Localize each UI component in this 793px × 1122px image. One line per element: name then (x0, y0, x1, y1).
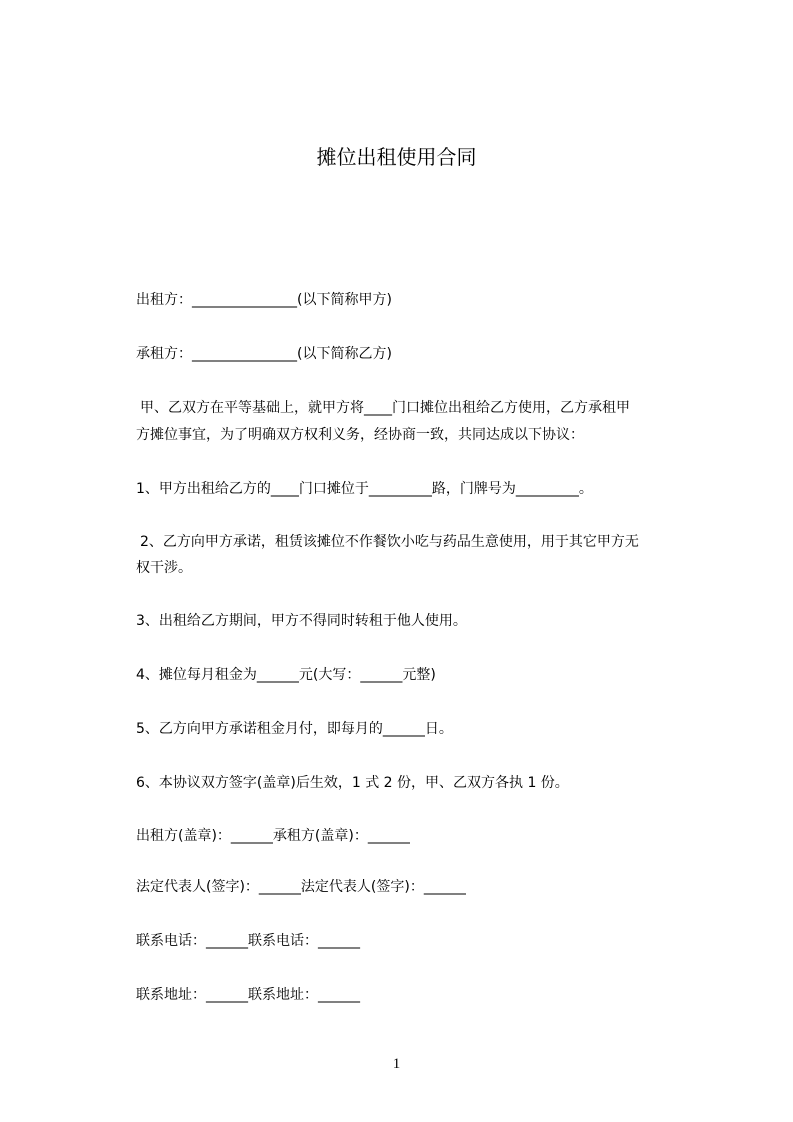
clause-4: 4、摊位每月租金为______元(大写：______元整) (136, 667, 436, 683)
page-number: 1 (392, 1056, 401, 1072)
document-title: 摊位出租使用合同 (316, 145, 477, 169)
phone-line: 联系电话：______联系电话：______ (136, 933, 360, 949)
preamble-line-2: 方摊位事宜，为了明确双方权利义务，经协商一致，共同达成以下协议： (136, 427, 584, 443)
lessor-line: 出租方：_______________(以下简称甲方) (136, 292, 392, 308)
clause-5: 5、乙方向甲方承诺租金月付，即每月的______日。 (136, 721, 453, 737)
lessee-line: 承租方：_______________(以下简称乙方) (136, 346, 392, 362)
clause-3: 3、出租给乙方期间，甲方不得同时转租于他人使用。 (136, 613, 467, 629)
address-line: 联系地址：______联系地址：______ (136, 987, 360, 1003)
signature-line: 法定代表人(签字)：______法定代表人(签字)：______ (136, 879, 466, 895)
clause-6: 6、本协议双方签字(盖章)后生效，1 式 2 份，甲、乙双方各执 1 份。 (136, 775, 569, 791)
clause-2-line-1: 2、乙方向甲方承诺，租赁该摊位不作餐饮小吃与药品生意使用，用于其它甲方无 (140, 534, 639, 550)
seal-line: 出租方(盖章)：______承租方(盖章)：______ (136, 828, 410, 844)
clause-2-line-2: 权干涉。 (136, 560, 192, 576)
clause-1: 1、甲方出租给乙方的____门口摊位于_________路，门牌号为_________。 (136, 481, 593, 497)
preamble-line-1: 甲、乙双方在平等基础上，就甲方将____门口摊位出租给乙方使用，乙方承租甲 (140, 400, 630, 416)
